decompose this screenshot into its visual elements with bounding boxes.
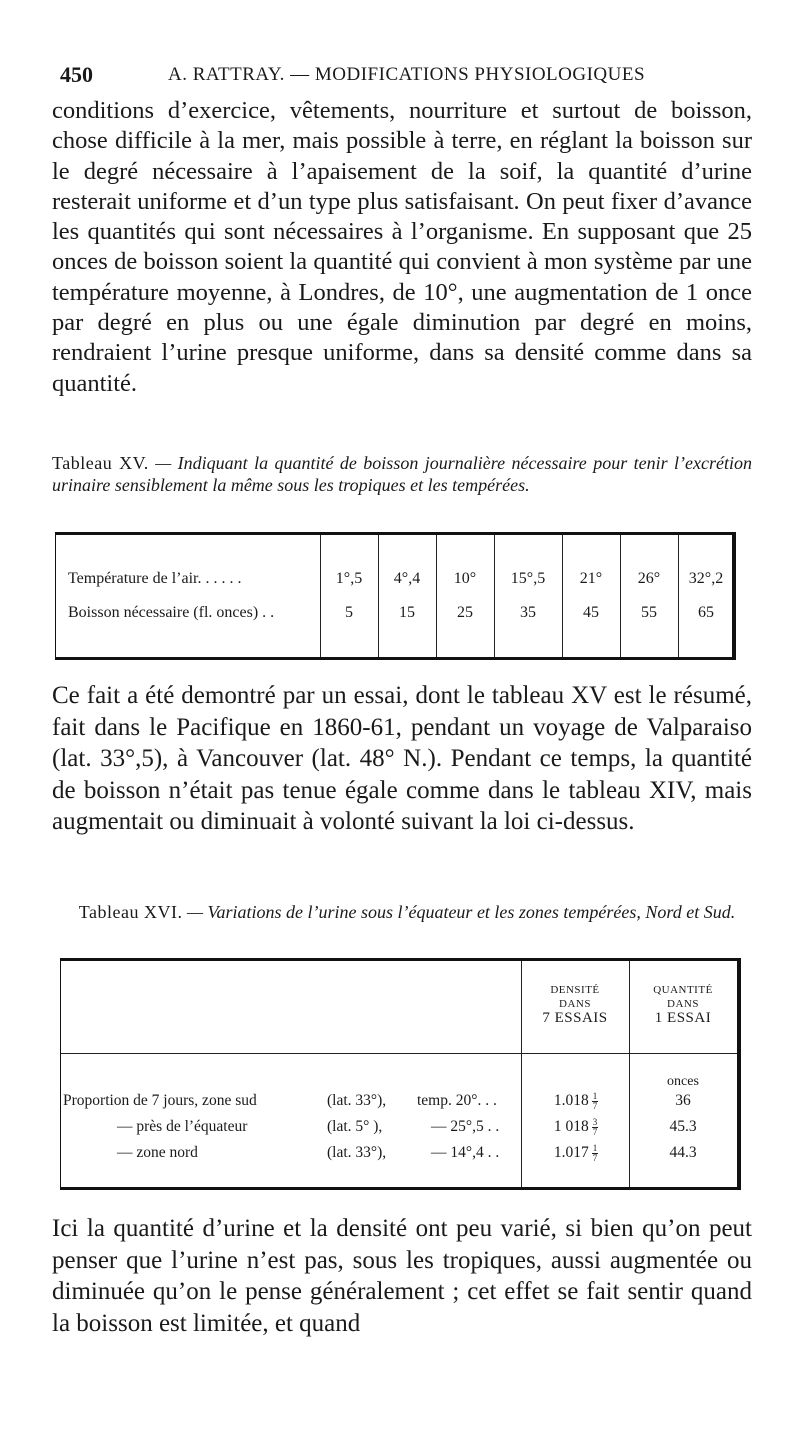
table-row (61, 1118, 737, 1142)
table-16-caption (62, 902, 752, 924)
fraction (592, 1118, 599, 1137)
density-value (531, 1144, 621, 1163)
density-number: 1 018 (553, 1118, 589, 1136)
fraction-numerator: 1 (592, 1091, 598, 1101)
table-16-caption-text: — Variations de l’urine sous l’équateur et les zones tempérées, Nord et Sud. (186, 902, 736, 922)
fraction-denominator: 7 (592, 1101, 598, 1111)
column-header-line: DANS (667, 998, 699, 1010)
table-16 (60, 958, 741, 1190)
table-divider (436, 535, 437, 657)
table-15-label: Tableau XV. (52, 453, 149, 473)
column-header-line: DANS (559, 998, 591, 1010)
table-cell: 32°,2 (688, 570, 724, 587)
unit-label: onces (667, 1074, 699, 1089)
fraction-denominator: 7 (592, 1127, 598, 1137)
table-divider (562, 535, 563, 657)
row-temperature: — 14°,4 . . (431, 1144, 500, 1161)
table-header-rule (61, 1053, 737, 1054)
running-head (60, 62, 750, 92)
quantity-value: 36 (675, 1092, 691, 1109)
row-label: Boisson nécessaire (fl. onces) . . (68, 604, 275, 621)
table-cell: 26° (637, 570, 661, 587)
table-cell: 55 (641, 604, 657, 621)
fraction-numerator: 1 (592, 1143, 598, 1153)
row-label: Température de l’air. . . . . . (68, 570, 242, 587)
table-cell: 25 (457, 604, 473, 621)
table-cell: 4°,4 (393, 570, 421, 587)
column-header-line: 7 ESSAIS (542, 1010, 608, 1026)
paragraph-text: Ce fait a été demontré par un essai, dont le tableau XV est le résumé, fait dans le Pacifique en 1860-61, pendant un voyage de Valparaiso (lat. 33°,5), à Vancouver (lat. 48° N.). Pendant ce temps, la quantité de boisson n’était pas tenue égale comme dans le tableau XIV, mais augmentait ou diminuait à volonté suivant la loi ci-dessus. (52, 682, 752, 835)
table-16-label: Tableau XVI. (78, 902, 183, 922)
table-cell: 5 (345, 604, 353, 621)
table-row-boisson (56, 602, 732, 628)
table-divider (320, 535, 321, 657)
table-row (61, 1144, 737, 1168)
density-number: 1.018 (553, 1092, 589, 1110)
paragraph-text: Ici la quantité d’urine et la densité ont peu varié, si bien qu’on peut penser que l’urine n’est pas, sous les tropiques, aussi augmentée ou diminuée qu’on le pense généralement ; cet effet se fait sentir quand la boisson est limitée, et quand (52, 1215, 752, 1337)
table-cell: 1°,5 (335, 570, 363, 587)
quantity-value: 45.3 (669, 1118, 697, 1135)
fraction-numerator: 3 (592, 1117, 598, 1127)
table-cell: 21° (579, 570, 603, 587)
table-15-caption (52, 453, 752, 496)
table-cell: 45 (583, 604, 599, 621)
paragraph-2 (52, 680, 752, 838)
fraction (592, 1144, 599, 1163)
density-number: 1.017 (553, 1144, 589, 1162)
paragraph-text: conditions d’exercice, vêtements, nourriture et surtout de boisson, chose difficile à la mer, mais possible à terre, en réglant la boisson sur le degré nécessaire à l’apaisement de la soif, la quantité d’urine resterait uniforme et d’un type plus satisfaisant. On peut fixer d’avance les quantités qui sont nécessaires à l’organisme. En supposant que 25 onces de boisson soient la quantité qui convient à mon système par une température moyenne, à Londres, de 10°, une augmentation de 1 once par degré en plus ou une égale diminution par degré en moins, rendraient l’urine presque uniforme, dans sa densité comme dans sa quantité. (52, 97, 752, 397)
table-15-caption-text: — Indiquant la quantité de boisson journalière nécessaire pour tenir l’excrétion urinaire sensiblement la même sous les tropiques et les tempérées. (52, 453, 752, 495)
column-header-quantity (629, 983, 737, 1025)
table-cell: 15°,5 (510, 570, 546, 587)
table-cell: 15 (399, 604, 415, 621)
row-temperature: — 25°,5 . . (431, 1118, 500, 1135)
row-latitude: (lat. 33°), (327, 1144, 387, 1161)
table-divider (620, 535, 621, 657)
column-header-line: QUANTITÉ (653, 984, 713, 996)
table-row (61, 1092, 737, 1116)
table-cell: 10° (453, 570, 477, 587)
fraction-denominator: 7 (592, 1153, 598, 1163)
running-title: A. RATTRAY. — MODIFICATIONS PHYSIOLOGIQUES (168, 64, 646, 85)
paragraph-1 (52, 96, 752, 399)
quantity-value: 44.3 (669, 1144, 697, 1161)
row-label: Proportion de 7 jours, zone sud (63, 1092, 257, 1109)
table-row-temperature (56, 568, 732, 594)
table-divider (678, 535, 679, 657)
row-label: — zone nord (117, 1144, 198, 1161)
density-value (531, 1118, 621, 1137)
row-label: — près de l’équateur (117, 1118, 248, 1135)
row-latitude: (lat. 33°), (327, 1092, 387, 1109)
table-cell: 65 (698, 604, 714, 621)
column-header-density (521, 983, 629, 1025)
row-temperature: temp. 20°. . . (417, 1092, 497, 1109)
column-header-line: 1 ESSAI (654, 1010, 712, 1026)
table-cell: 35 (520, 604, 536, 621)
density-value (531, 1092, 621, 1111)
row-latitude: (lat. 5° ), (327, 1118, 383, 1135)
column-header-line: DENSITÉ (550, 984, 600, 996)
fraction (592, 1092, 599, 1111)
table-divider (494, 535, 495, 657)
page-number: 450 (60, 62, 93, 87)
table-divider (378, 535, 379, 657)
table-15 (55, 532, 736, 660)
paragraph-3 (52, 1213, 752, 1339)
